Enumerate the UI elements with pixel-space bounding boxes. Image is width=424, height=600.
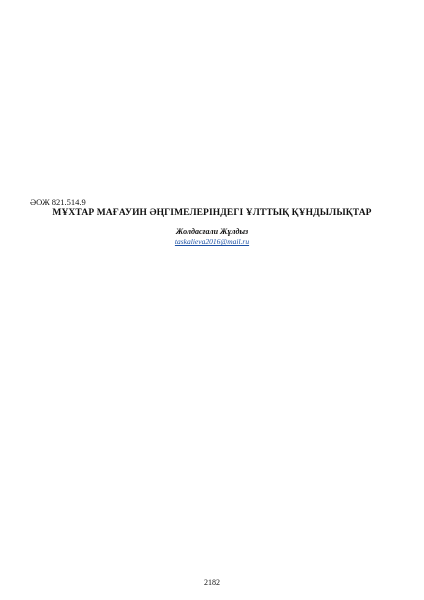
- author-email-link[interactable]: taskalieva2016@mail.ru: [174, 237, 250, 246]
- article-title: МҰХТАР МАҒАУИН ӘҢГІМЕЛЕРІНДЕГІ ҰЛТТЫҚ ҚҰНДЫЛЫҚТАР: [52, 208, 372, 218]
- page-number: 2182: [204, 578, 220, 587]
- author-name: Жолдасғали Жұлдыз: [175, 227, 249, 236]
- udc-code: ӘОЖ 821.514.9: [30, 197, 86, 207]
